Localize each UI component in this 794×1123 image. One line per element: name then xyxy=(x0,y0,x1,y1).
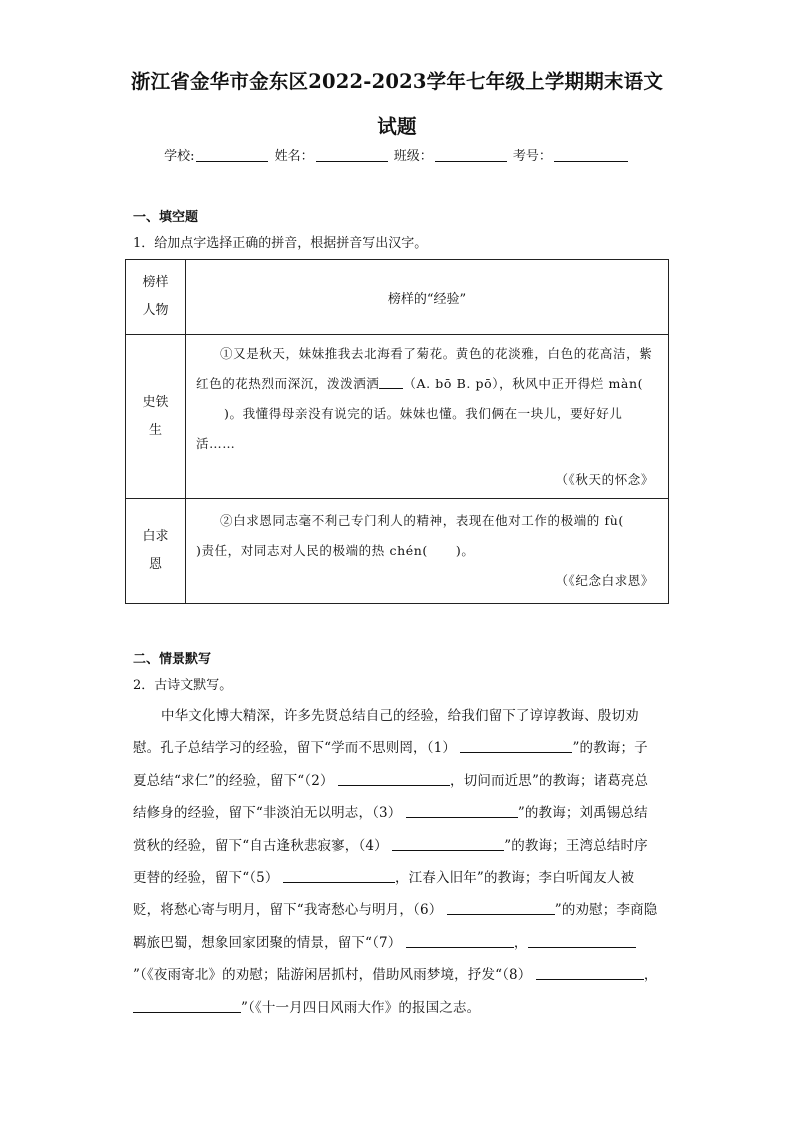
q1-prompt: 1．给加点字选择正确的拼音，根据拼音写出汉字。 xyxy=(133,236,428,251)
blank-8b[interactable] xyxy=(133,997,241,1013)
student-info-line xyxy=(0,145,794,164)
q2-passage: 中华文化博大精深，许多先贤总结自己的经验，给我们留下了谆谆教诲、殷切劝慰。孔子总结学习的经验，留下“学而不思则罔，（1） ”的教诲；子夏总结“求仁”的经验，留下“（2） ，切问而近思”的教诲；诸葛亮总结修身的经验，留下“非淡泊无以明志，（3） ”的教诲；刘禹锡总结赏秋的经验，留下“自古逢秋悲寂寥，（4） ”的教诲；王湾总结时序更替的经验，留下“（5） ，江春入旧年”的教诲；李白听闻友人被贬，将愁心寄与明月，留下“我寄愁心与明月，（6） ”的劝慰；李商隐羁旅巴蜀，想象回家团聚的情景，留下“（7） ，”（《夜雨寄北》的劝慰；陆游闲居抓村，借助风雨梦境，抒发“（8） ，”（《十一月四日风雨大作》的报国之志。 xyxy=(133,708,658,1016)
name-field[interactable] xyxy=(316,149,388,162)
blank-7a[interactable] xyxy=(406,932,514,948)
school-label: 学校: xyxy=(164,149,195,164)
blank-5[interactable] xyxy=(283,867,395,883)
section1-heading: 一、填空题 xyxy=(133,210,199,225)
row1-content: ①又是秋天，妹妹推我去北海看了菊花。黄色的花淡雅，白色的花高洁，紫红色的花热烈而深沉，泼泼洒洒 （A. bō B. pō），秋风中正开得烂 màn()。我懂得母亲没有说完的话。妹妹也懂。我们俩在一块儿，要好好儿活…… （《秋天的怀念》 xyxy=(186,335,669,499)
exam-no-field[interactable] xyxy=(554,149,628,162)
blank-4[interactable] xyxy=(392,835,504,851)
table-header-person: 榜样人物 xyxy=(126,260,186,335)
q1-table xyxy=(125,259,669,604)
person-bethune: 白求恩 xyxy=(126,499,186,604)
document-title-line1: 浙江省金华市金东区2022-2023学年七年级上学期期末语文 xyxy=(130,70,664,93)
section2-heading: 二、情景默写 xyxy=(133,652,212,667)
class-label: 班级： xyxy=(393,149,433,164)
blank-7b[interactable] xyxy=(528,932,636,948)
blank-2[interactable] xyxy=(338,770,450,786)
row2-content: ②白求恩同志毫不利己专门利人的精神，表现在他对工作的极端的 fù()责任，对同志对人民的极端的热 chén( )。 （《纪念白求恩》 xyxy=(186,499,669,604)
blank-8a[interactable] xyxy=(536,964,644,980)
source-bethune: （《纪念白求恩》 xyxy=(555,573,654,588)
blank-3[interactable] xyxy=(406,802,518,818)
person-shi-tiesheng: 史铁生 xyxy=(126,335,186,499)
document-title-line2: 试题 xyxy=(377,115,417,138)
q2-prompt: 2．古诗文默写。 xyxy=(133,678,233,693)
table-row xyxy=(126,335,669,499)
school-field[interactable] xyxy=(196,149,268,162)
exam-no-label: 考号： xyxy=(512,149,552,164)
blank-6[interactable] xyxy=(447,899,555,915)
blank-1[interactable] xyxy=(460,737,572,753)
choice-blank[interactable] xyxy=(379,373,403,389)
name-label: 姓名： xyxy=(274,149,314,164)
table-row xyxy=(126,499,669,604)
class-field[interactable] xyxy=(435,149,507,162)
source-autumn-memory: （《秋天的怀念》 xyxy=(555,471,654,487)
table-header-experience: 榜样的“经验” xyxy=(186,260,669,335)
